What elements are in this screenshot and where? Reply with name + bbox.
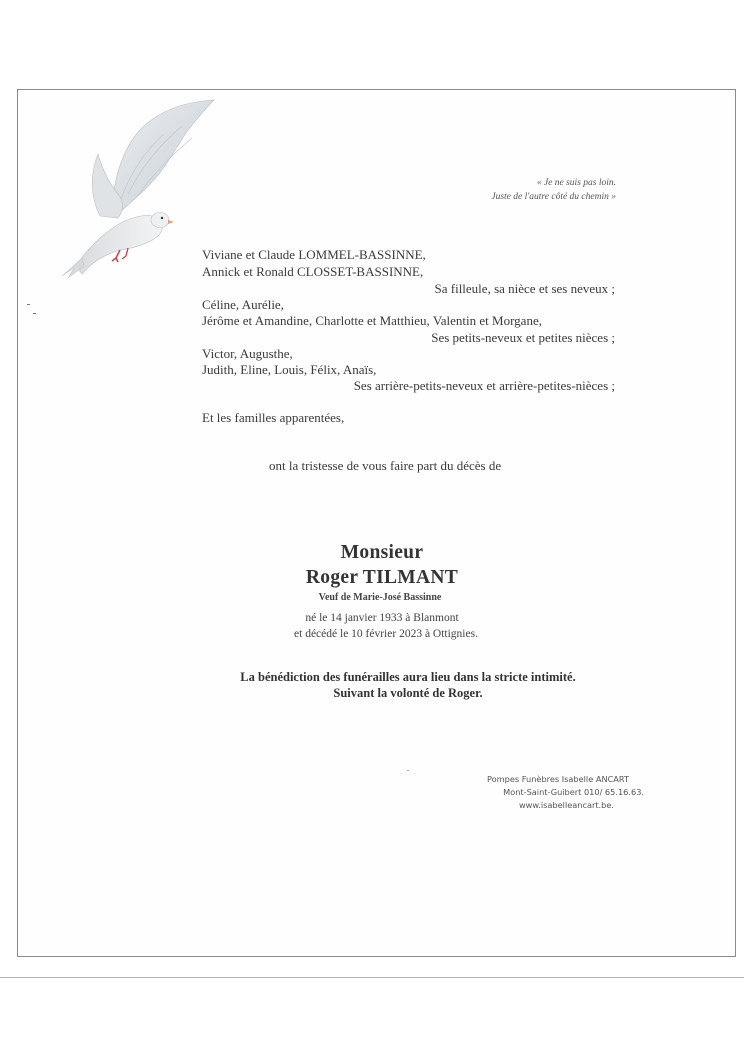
death-line: et décédé le 10 février 2023 à Ottignies.: [294, 628, 478, 640]
family-line: Céline, Aurélie,: [202, 297, 284, 312]
family-relation-line: Ses arrière-petits-neveux et arrière-petites-nièces ;: [353, 378, 615, 393]
family-relation-line: Sa filleule, sa nièce et ses neveux ;: [434, 281, 615, 296]
funeral-home-website: www.isabelleancart.be.: [518, 800, 614, 810]
ceremony-line-1: La bénédiction des funérailles aura lieu dans la stricte intimité.: [240, 670, 576, 684]
family-line: Judith, Eline, Louis, Félix, Anaïs,: [202, 362, 377, 377]
family-line: Jérôme et Amandine, Charlotte et Matthieu, Valentin et Morgane,: [202, 313, 542, 328]
dove-illustration: [54, 98, 222, 278]
scan-speck: [33, 313, 36, 314]
funeral-home-address: Mont-Saint-Guibert 010/ 65.16.63.: [503, 787, 644, 797]
announcement-line: ont la tristesse de vous faire part du décès de: [269, 458, 502, 473]
ceremony-line-2: Suivant la volonté de Roger.: [333, 686, 483, 700]
scan-speck: [407, 770, 409, 771]
family-line: Annick et Ronald CLOSSET-BASSINNE,: [202, 264, 424, 279]
family-relation-line: Ses petits-neveux et petites nièces ;: [431, 330, 615, 345]
epitaph-quote: [491, 176, 616, 204]
relatives-line: Et les familles apparentées,: [202, 410, 345, 425]
deceased-name: Roger TILMANT: [305, 567, 459, 588]
quote-line-2: Juste de l'autre côté du chemin »: [491, 192, 616, 202]
family-line: Victor, Augusthe,: [202, 346, 293, 361]
scan-speck: [27, 304, 30, 305]
funeral-home-name: Pompes Funèbres Isabelle ANCART: [487, 774, 629, 784]
widow-note: Veuf de Marie-José Bassinne: [318, 592, 442, 603]
scan-edge-line: [0, 977, 744, 978]
quote-line-1: « Je ne suis pas loin.: [536, 178, 616, 188]
deceased-title: Monsieur: [340, 542, 424, 563]
birth-line: né le 14 janvier 1933 à Blanmont: [305, 612, 459, 624]
family-line: Viviane et Claude LOMMEL-BASSINNE,: [202, 247, 426, 262]
